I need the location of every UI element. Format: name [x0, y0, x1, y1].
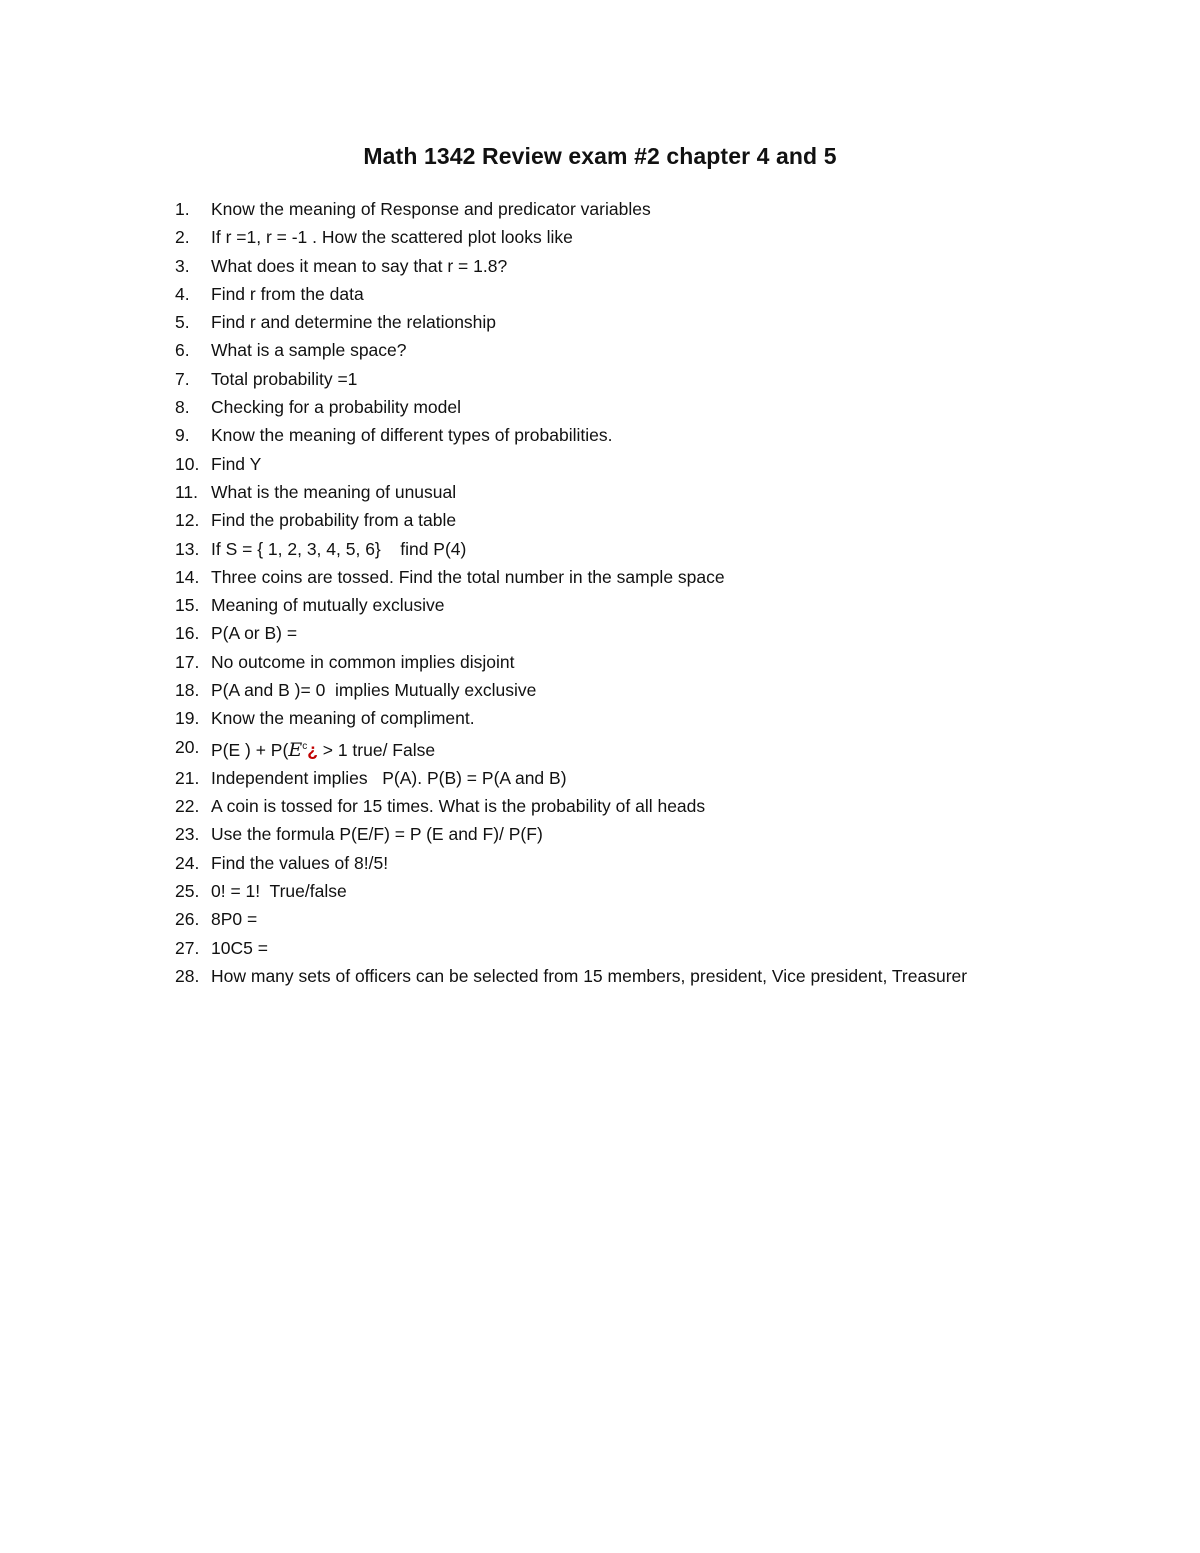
item-number: 9.	[175, 425, 190, 446]
item-text: What is a sample space?	[211, 340, 407, 361]
item-text: Find the values of 8!/5!	[211, 852, 389, 873]
item-text-suffix: > 1 true/ False	[317, 739, 436, 760]
item-number: 14.	[175, 566, 200, 587]
item-text: Find Y	[211, 453, 262, 474]
item-text: P(A and B )= 0 implies Mutually exclusive	[211, 680, 537, 701]
list-item	[175, 648, 1005, 676]
list-item	[175, 591, 1005, 619]
item-text: Meaning of mutually exclusive	[211, 595, 445, 616]
list-item	[175, 195, 1005, 223]
complement-e-symbol: E	[288, 738, 303, 761]
item-number: 28.	[175, 965, 200, 986]
item-text: Three coins are tossed. Find the total number in the sample space	[211, 566, 725, 587]
complement-superscript: c	[302, 740, 308, 752]
item-text: Know the meaning of compliment.	[211, 708, 475, 729]
list-item	[175, 506, 1005, 534]
item-number: 1.	[175, 199, 190, 219]
list-item	[175, 849, 1005, 877]
item-text: Checking for a probability model	[211, 397, 461, 418]
list-item	[175, 478, 1005, 506]
item-text: 10C5 =	[211, 937, 268, 958]
list-item	[175, 421, 1005, 449]
rendering-glyph-symbol: ¿	[307, 739, 318, 760]
item-text: Find r from the data	[211, 283, 364, 304]
item-text: If S = { 1, 2, 3, 4, 5, 6} find P(4)	[211, 538, 467, 559]
item-text: Use the formula P(E/F) = P (E and F)/ P(F)	[211, 824, 543, 845]
list-item	[175, 252, 1005, 280]
item-number: 8.	[175, 397, 190, 418]
list-item	[175, 820, 1005, 848]
item-number: 6.	[175, 340, 190, 361]
item-number: 25.	[175, 880, 200, 901]
item-text: Find r and determine the relationship	[211, 312, 497, 333]
item-number: 10.	[175, 453, 200, 474]
list-item	[175, 934, 1005, 962]
item-number: 23.	[175, 824, 200, 845]
item-number: 24.	[175, 852, 200, 873]
list-item	[175, 280, 1005, 308]
list-item	[175, 308, 1005, 336]
list-item	[175, 619, 1005, 647]
item-number: 15.	[175, 595, 200, 616]
item-number: 22.	[175, 796, 200, 817]
review-question-list	[175, 195, 1005, 990]
item-text: How many sets of officers can be selected from 15 members, president, Vice president, Treasurer	[211, 965, 968, 986]
item-number: 26.	[175, 909, 200, 930]
list-item	[175, 676, 1005, 704]
item-text-prefix: P(E ) + P(	[211, 739, 289, 760]
item-text: P(A or B) =	[211, 623, 298, 644]
item-text: Independent implies P(A). P(B) = P(A and B)	[211, 767, 567, 788]
item-number: 17.	[175, 651, 200, 672]
item-number: 21.	[175, 767, 200, 788]
item-number: 19.	[175, 708, 200, 729]
list-item	[175, 877, 1005, 905]
item-number: 18.	[175, 680, 200, 701]
item-text: Know the meaning of Response and predicator variables	[211, 199, 651, 219]
list-item	[175, 365, 1005, 393]
list-item	[175, 393, 1005, 421]
list-item	[175, 450, 1005, 478]
item-number: 3.	[175, 255, 190, 276]
item-number: 13.	[175, 538, 200, 559]
item-text: What does it mean to say that r = 1.8?	[211, 255, 508, 276]
item-text: 8P0 =	[211, 909, 258, 930]
item-text: Know the meaning of different types of probabilities.	[211, 425, 613, 446]
item-text: Total probability =1	[211, 368, 358, 389]
item-number: 7.	[175, 368, 190, 389]
item-number: 2.	[175, 227, 190, 248]
list-item	[175, 733, 1005, 764]
list-item	[175, 563, 1005, 591]
item-text: 0! = 1! True/false	[211, 880, 347, 901]
item-text: No outcome in common implies disjoint	[211, 651, 515, 672]
item-text: What is the meaning of unusual	[211, 481, 457, 502]
list-item	[175, 962, 1011, 990]
item-number: 20.	[175, 736, 200, 757]
item-number: 11.	[175, 481, 199, 502]
list-item	[175, 535, 1005, 563]
item-number: 5.	[175, 312, 190, 333]
item-text: Find the probability from a table	[211, 510, 457, 531]
list-item	[175, 764, 1005, 792]
list-item	[175, 336, 1005, 364]
list-item	[175, 905, 1005, 933]
item-number: 4.	[175, 283, 190, 304]
item-number: 16.	[175, 623, 200, 644]
list-item	[175, 223, 1005, 251]
list-item	[175, 704, 1005, 732]
document-title: Math 1342 Review exam #2 chapter 4 and 5	[363, 143, 837, 169]
list-item	[175, 792, 1005, 820]
item-number: 12.	[175, 510, 200, 531]
item-text: A coin is tossed for 15 times. What is the probability of all heads	[211, 796, 706, 817]
item-text: If r =1, r = -1 . How the scattered plot looks like	[211, 227, 573, 248]
item-number: 27.	[175, 937, 200, 958]
